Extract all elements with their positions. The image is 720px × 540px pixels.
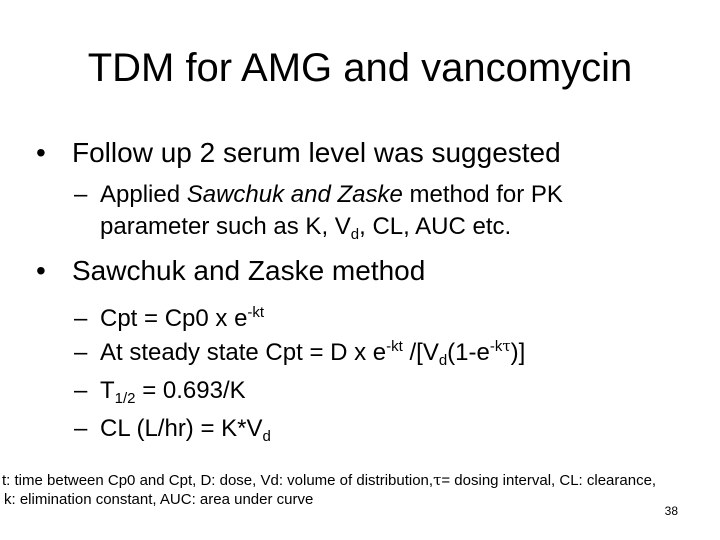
subscript: d bbox=[350, 226, 360, 243]
formula-text: Cpt = Cp0 x e bbox=[100, 305, 248, 332]
footnote-text: = dosing interval, CL: clearance, bbox=[441, 472, 657, 489]
sub-bullet-text: parameter such as K, V bbox=[100, 213, 351, 240]
bullet-glyph: • bbox=[36, 137, 46, 168]
superscript: -kt bbox=[386, 338, 403, 355]
formula-text: At steady state Cpt = D x e bbox=[100, 339, 387, 366]
page-number: 38 bbox=[664, 504, 678, 518]
footnote-line-2: k: elimination constant, AUC: area under curve bbox=[4, 491, 314, 508]
footnote-text: t: time between Cp0 and Cpt, D: dose, Vd: volume of distribution, bbox=[2, 472, 434, 489]
superscript: -kt bbox=[247, 304, 265, 321]
method-name-italic: Sawchuk and Zaske bbox=[186, 181, 403, 208]
tau-symbol: τ bbox=[502, 337, 511, 355]
bullet-text: Follow up 2 serum level was suggested bbox=[72, 137, 561, 168]
sub-bullet-text: method for PK bbox=[402, 181, 563, 208]
superscript bbox=[490, 338, 511, 355]
bullet-glyph: • bbox=[36, 255, 46, 286]
tau-symbol: τ bbox=[433, 471, 442, 489]
slide-title: TDM for AMG and vancomycin bbox=[87, 46, 633, 90]
sub-bullet-text: , CL, AUC etc. bbox=[359, 213, 512, 240]
sub-bullet-text: Applied bbox=[100, 181, 187, 208]
formula-text: /[V bbox=[402, 339, 439, 366]
formula-text: T bbox=[100, 377, 115, 404]
formula-text: CL (L/hr) = K*V bbox=[100, 415, 263, 442]
subscript: d bbox=[262, 428, 271, 445]
superscript-text: -k bbox=[489, 338, 503, 355]
subscript: 1/2 bbox=[114, 390, 136, 407]
dash-glyph: – bbox=[74, 415, 88, 442]
dash-glyph: – bbox=[74, 305, 88, 332]
subscript: d bbox=[438, 352, 448, 369]
formula-text: )] bbox=[510, 339, 526, 366]
formula-text: = 0.693/K bbox=[135, 377, 246, 404]
bullet-text: Sawchuk and Zaske method bbox=[72, 255, 426, 286]
dash-glyph: – bbox=[74, 339, 88, 366]
dash-glyph: – bbox=[74, 377, 88, 404]
formula-text: (1-e bbox=[447, 339, 490, 366]
footnote-line-1 bbox=[2, 470, 656, 491]
dash-glyph: – bbox=[74, 181, 88, 208]
